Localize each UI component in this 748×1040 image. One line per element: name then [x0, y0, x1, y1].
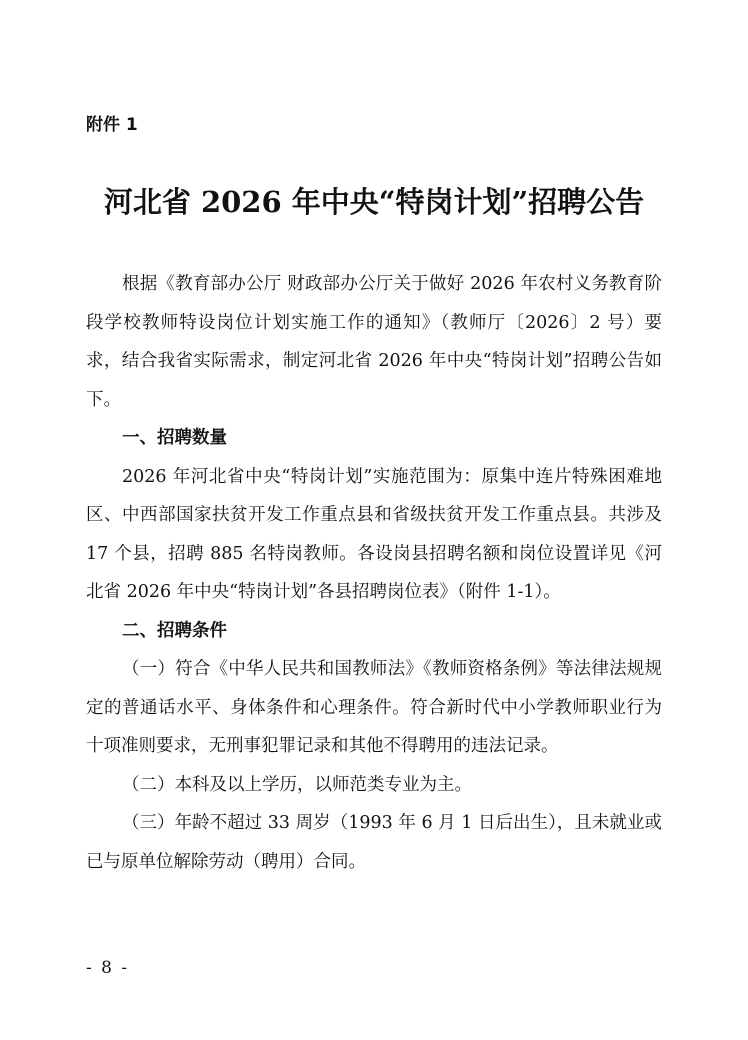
section-heading-recruitment-quantity: 一、招聘数量 — [122, 428, 227, 448]
condition-item-2: （二）本科及以上学历，以师范类专业为主。 — [122, 774, 472, 795]
condition-item-1: （一）符合《中华人民共和国教师法》《教师资格条例》等法律法规规定的普通话水平、身体条件和心理条件。符合新时代中小学教师职业行为十项准则要求，无刑事犯罪记录和其他不得聘用的违法记录。 — [86, 659, 662, 756]
recruitment-quantity-paragraph: 2026 年河北省中央“特岗计划”实施范围为：原集中连片特殊困难地区、中西部国家扶贫开发工作重点县和省级扶贫开发工作重点县。共涉及 17 个县，招聘 885 名特岗教师。各设岗县招聘名额和岗位设置详见《河北省 2026 年中央“特岗计划”各县招聘岗位表》（附件 1-1）。 — [86, 466, 662, 602]
section-heading-recruitment-conditions: 二、招聘条件 — [122, 620, 227, 641]
condition-item-3: （三）年龄不超过 33 周岁（1993 年 6 月 1 日后出生），且未就业或已与原单位解除劳动（聘用）合同。 — [86, 813, 662, 872]
document-body — [86, 265, 662, 881]
page-number: - 8 - — [86, 958, 130, 978]
attachment-label: 附件 1 — [86, 115, 138, 135]
document-title: 河北省 2026 年中央“特岗计划”招聘公告 — [103, 185, 645, 219]
intro-paragraph: 根据《教育部办公厅 财政部办公厅关于做好 2026 年农村义务教育阶段学校教师特设岗位计划实施工作的通知》（教师厅〔2026〕2 号）要求，结合我省实际需求，制定河北省 2026 年中央“特岗计划”招聘公告如下。 — [86, 274, 662, 410]
